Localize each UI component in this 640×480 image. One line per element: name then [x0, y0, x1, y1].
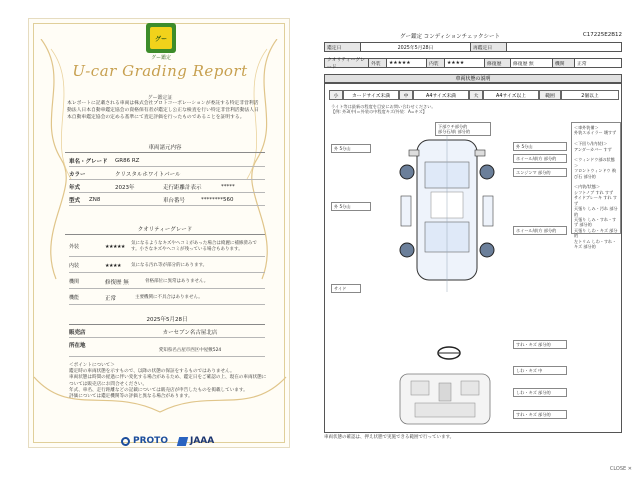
quality-row-exterior [69, 237, 265, 257]
spec-label: カラー [69, 171, 86, 178]
engine-label: 機関 [553, 59, 575, 67]
dealer-label: 販売店 [69, 329, 86, 336]
note-item: 年式、車名、走行距離などの記載については販売店が申告したものを掲載しています。 [69, 387, 248, 393]
legend-cell: 大 [469, 90, 483, 100]
legend-cell: 2個以上 [561, 90, 619, 100]
condition-check-sheet [320, 28, 626, 438]
int-stars: ★★★★ [445, 59, 485, 67]
grade-label: クオリティーグレード [325, 59, 369, 67]
sheet-code: C17225E2B12 [582, 32, 622, 38]
note-item: 車両状態は時間の経過に伴い変化する場合があるため、鑑定日をご確認の上、現在の車両状態については販売店にお問合せください。 [69, 375, 267, 387]
spec-value: 2023年 [115, 184, 135, 191]
spec-label: 型式 [69, 197, 81, 204]
note-item: 評価については鑑定機関等の評価と異なる場合があります。 [69, 394, 193, 400]
dealer-row [69, 326, 265, 338]
damage-callout: すれ・キズ 部分的 [513, 410, 567, 419]
close-label: CLOSE [609, 466, 627, 472]
sheet-footer-note: 車両状態の確認は、押え状態で実施できる範囲で行っています。 [324, 435, 455, 440]
damage-callout: 外 5分山 [331, 144, 371, 153]
legend-note: ライト等は最新の程度を目安にお問い合わせください。 【例: 外3(中)＝外装の中程度キズ/外装：A=キズ】 [331, 104, 436, 115]
close-icon: ✕ [627, 466, 632, 472]
inspection-date-row [69, 313, 265, 325]
legend-cell: 範囲 [539, 90, 561, 100]
logo-caption: グー鑑定 [150, 55, 171, 61]
int-label: 内装 [427, 59, 445, 67]
grading-certificate [28, 18, 290, 448]
damage-callout: すれ・キズ 部分的 [513, 340, 567, 349]
spec-row-year [69, 181, 265, 193]
sheet-grade-row [324, 58, 622, 68]
damage-callout: 外 5分山 [331, 202, 371, 211]
legend-cell: A4サイズ未満 [413, 90, 469, 100]
inspection-date: 2025年5月28日 [146, 316, 188, 323]
status-heading: 車両状態の説明 [324, 74, 622, 83]
damage-callout: ホイール/前方 部分的 [513, 154, 567, 163]
damage-callout: エンジンマ 部分的 [513, 168, 567, 177]
repair-value: 修復歴 無 [511, 59, 553, 67]
damage-callout: ホイール/前方 部分的 [513, 226, 567, 235]
spec-label: 車名・グレード [69, 158, 108, 165]
spec-row-color [69, 168, 265, 180]
note-item: 鑑定時の車両状態を示すもので、以降の状態の保証をするものではありません。 [69, 369, 235, 375]
spec-label: 走行距離計表示 [163, 184, 202, 191]
spec-row-model [69, 194, 265, 206]
interior-diagram-icon [395, 369, 495, 429]
date-label: 鑑定日 [325, 43, 361, 51]
quality-note: 主要機関に不具合はありません。 [135, 294, 203, 300]
star-rating: ★★★★ [105, 262, 121, 269]
spec-label: 年式 [69, 184, 81, 191]
dealer-name: カーセブン名古屋北店 [162, 329, 218, 336]
quality-note: 骨格部位に異常はありません。 [145, 278, 209, 284]
proto-logo-icon [121, 437, 130, 446]
goo-logo-icon: グー [146, 23, 176, 53]
address-value: 愛知県名古屋市西区中屋敷524 [158, 348, 222, 353]
quality-note: 気になるようなキズやヘコミがあった場合は綺麗に補修済みです。小さなキズやヘコミが残っている場合もあります。 [131, 240, 257, 252]
quality-value: 正常 [105, 295, 117, 302]
damage-callout: 下部ウチ部分的 部分石/前 部分的 [435, 122, 491, 136]
spec-heading: 車両諸元内容 [65, 143, 265, 153]
engine-value: 正常 [577, 61, 587, 67]
address-label: 所在地 [69, 343, 86, 349]
equipment-notes-panel: ＜車外装備＞ 外装スポイラー 壊すず ＜下回り/(内装)＞ アンダーカバー すず ＜ウィンドウ部の状態＞ フロントウィンドウ 飛び石 部分的 ＜内装/状態＞ シフトノブ すれ すず サイドブレーキ すれ すず 天張り しみ・汚れ 部分的 天張り しみ・すれ・すず 部分的 天張り しわ・キズ 部分的 左トリム しわ・すれ・キズ 部分的 [571, 122, 621, 234]
spec-value: ********560 [201, 196, 234, 203]
address-row [69, 339, 265, 357]
date-value: 2025年5月28日 [361, 43, 471, 51]
damage-callout: しわ・キズ 中 [513, 366, 567, 375]
certificate-subtitle: グー鑑定証 [147, 95, 173, 101]
jaaa-logo-icon [177, 437, 188, 446]
quality-label: 機能 [69, 295, 80, 301]
quality-note: 気になる汚れ等が部分的にあります。 [131, 262, 208, 268]
vehicle-diagram-area [324, 83, 622, 433]
spec-row-name [69, 155, 265, 167]
spec-value: ZN8 [89, 196, 101, 203]
steering-wheel-icon [437, 346, 461, 360]
sheet-date-row [324, 42, 622, 52]
spec-value: ***** [221, 183, 235, 190]
spec-label: 車台番号 [163, 197, 186, 204]
quality-row-function [69, 291, 265, 305]
repair-label: 修復歴 [485, 59, 511, 67]
quality-heading: クオリティーグレード [65, 225, 265, 235]
recheck-value [507, 43, 621, 51]
ext-stars: ★★★★★ [387, 59, 427, 67]
notes-block [69, 363, 269, 400]
quality-row-mechanical [69, 275, 265, 289]
legend-cell: A4サイズ以上 [483, 90, 539, 100]
legend-row [329, 90, 619, 100]
proto-logo-text: PROTO [133, 436, 168, 446]
close-button[interactable] [610, 466, 632, 472]
damage-callout: 外 5分山 [513, 142, 567, 151]
spec-value: GR86 RZ [115, 157, 140, 164]
notes-heading: ＜ポイントについて＞ [69, 363, 115, 368]
jaaa-logo [178, 436, 214, 446]
quality-label: 外装 [69, 244, 80, 250]
quality-label: 内装 [69, 263, 80, 269]
certificate-intro: 本レポートに記載される車両は株式会社プロトコーポレーションが委託する特定非営利活動法人日本自動車鑑定協会の資格保有者が鑑定し公正な検査を行い特定非営利活動法人日本自動車鑑定協会の定める基準にて査定評価を行ったものであることを証明する。 [67, 101, 259, 120]
legend-cell: 小 [329, 90, 343, 100]
spec-value: クリスタルホワイトパール [115, 171, 181, 178]
legend-cell: カードサイズ未満 [343, 90, 399, 100]
proto-logo [121, 436, 168, 446]
legend-cell: 中 [399, 90, 413, 100]
star-rating: ★★★★★ [105, 243, 125, 250]
ext-label: 外装 [369, 59, 387, 67]
jaaa-logo-text: JAAA [189, 436, 215, 446]
certificate-title: U-car Grading Report [72, 62, 248, 80]
recheck-label: 再鑑定日 [471, 43, 507, 51]
footer-logos [121, 436, 214, 446]
quality-row-interior [69, 259, 265, 273]
damage-callout: サイド [331, 284, 361, 293]
quality-value: 修復歴 無 [105, 279, 129, 286]
sheet-title: グー鑑定 コンディションチェックシート [399, 34, 501, 40]
car-diagram-icon [387, 122, 507, 302]
quality-label: 機関 [69, 279, 80, 285]
damage-callout: しわ・キズ 部分的 [513, 388, 567, 397]
